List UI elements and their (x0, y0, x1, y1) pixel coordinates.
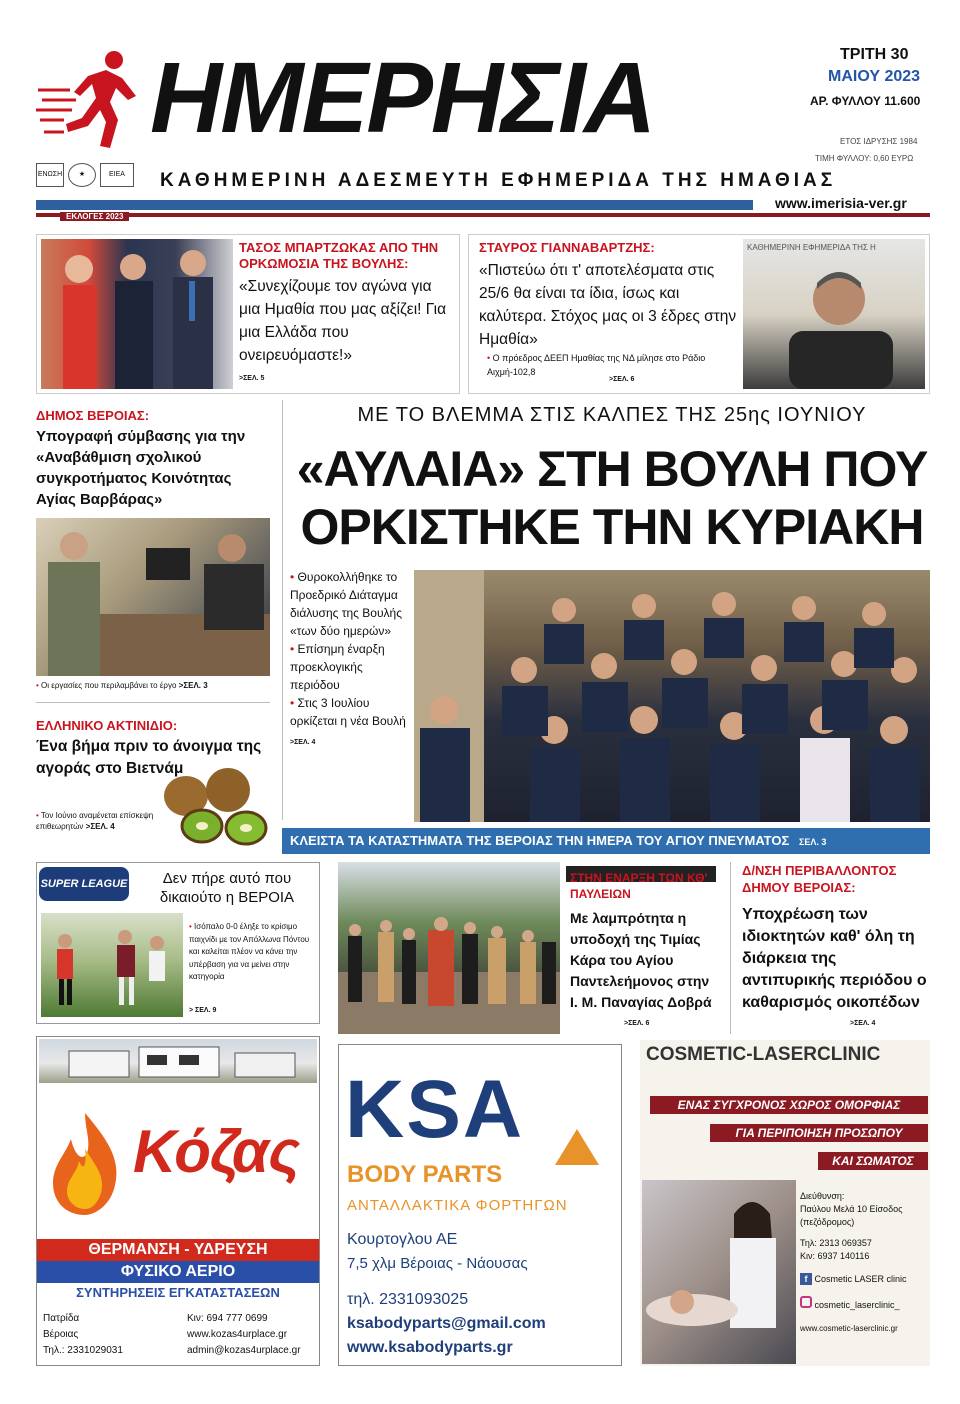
cosmetic-addr-label: Διεύθυνση: (800, 1191, 845, 1201)
kozas-addr2: Βέροιας (43, 1329, 79, 1340)
cosmetic-strap3: ΚΑΙ ΣΩΜΑΤΟΣ (818, 1152, 928, 1170)
ksa-logo: KSA (345, 1064, 525, 1155)
eu-logo-icon: ★ (68, 163, 96, 187)
issue-date-month: ΜΑΙΟΥ 2023 (828, 68, 921, 85)
kozas-line3: ΣΥΝΤΗΡΗΣΕΙΣ ΕΓΚΑΤΑΣΤΑΣΕΩΝ (76, 1285, 280, 1300)
cosmetic-photo (642, 1180, 796, 1364)
lead-kicker: ΜΕ ΤΟ ΒΛΕΜΜΑ ΣΤΙΣ ΚΑΛΠΕΣ ΤΗΣ 25ης ΙΟΥΝΙΟΥ (357, 404, 867, 426)
divider (36, 702, 270, 703)
page-ref: ΣΕΛ. 3 (798, 837, 827, 847)
ad-cosmetic[interactable] (640, 1040, 930, 1366)
kozas-phone: Τηλ.: 2331029031 (43, 1345, 123, 1356)
headline-school: Υπογραφή σύμβασης για την «Αναβάθμιση σχολικού συγκροτήματος Κοινότητας Αγίας Βαρβάρας» (36, 428, 246, 508)
photo-caption (36, 810, 162, 832)
story-quote: «Συνεχίζουμε τον αγώνα για μια Ημαθία που μας αξίζει! Για μια Ελλάδα που ονειρευόμαστε!» (239, 278, 447, 364)
banner-shops-closed (282, 828, 930, 854)
story-note: • Ο πρόεδρος ΔΕΕΠ Ημαθίας της ΝΔ μίλησε στο Ράδιο Αιχμή-102,8 (487, 351, 737, 379)
kozas-contact (187, 1311, 301, 1359)
page-ref: >ΣΕΛ. 5 (239, 375, 265, 382)
ksa-company: Κουρτογλου ΑΕ (347, 1231, 458, 1248)
super-league-logo-icon: SUPER LEAGUE (39, 867, 129, 901)
masthead-tagline: ΚΑΘΗΜΕΡΙΝΗ ΑΔΕΣΜΕΥΤΗ ΕΦΗΜΕΡΙΔΑ ΤΗΣ ΗΜΑΘΙΑΣ (160, 170, 837, 191)
sports-body: • Ισόπαλο 0-0 έληξε το κρίσιμο παιχνίδι με τον Απόλλωνα Πόντου και καλείται πλέον να κάνει την υπέρβαση για να μείνει στην κατηγορία (189, 921, 317, 984)
story-quote: «Πιστεύω ότι τ' αποτελέσματα στις 25/6 θα είναι τα ίδια, ίσως και καλύτερα. Στόχος μας οι 3 έδρες στην Ημαθία» (479, 262, 737, 348)
ksa-web[interactable]: www.ksabodyparts.gr (347, 1339, 513, 1356)
issue-price: ΤΙΜΗ ΦΥΛΛΟΥ: 0,60 ΕΥΡΩ (815, 154, 914, 163)
cosmetic-fb[interactable] (800, 1273, 928, 1286)
page-ref: >ΣΕΛ. 6 (624, 1020, 650, 1027)
runner-logo-icon (36, 46, 146, 154)
cosmetic-web[interactable]: www.cosmetic-laserclinic.gr (800, 1324, 898, 1333)
kozas-web[interactable]: www.kozas4urplace.gr (187, 1329, 288, 1340)
kicker-dimos: ΔΗΜΟΣ ΒΕΡΟΙΑΣ: (36, 408, 150, 423)
cosmetic-strap2: ΓΙΑ ΠΕΡΙΠΟΙΗΣΗ ΠΡΟΣΩΠΟΥ (710, 1124, 928, 1142)
env-kicker: Δ/ΝΣΗ ΠΕΡΙΒΑΛΛΟΝΤΟΣ ΔΗΜΟΥ ΒΕΡΟΙΑΣ: (742, 863, 897, 895)
ksa-location: 7,5 χλμ Βέροιας - Νάουσας (347, 1255, 528, 1272)
issue-date-day: ΤΡΙΤΗ 30 (840, 46, 909, 63)
ad-house-photo (39, 1039, 317, 1083)
instagram-icon (800, 1296, 812, 1308)
flame-icon (45, 1109, 125, 1219)
procession-kicker: ΣΤΗΝ ΕΝΑΡΞΗ ΤΩΝ ΚΘ' ΠΑΥΛΕΙΩΝ (570, 871, 708, 901)
cosmetic-fb-text: Cosmetic LASER clinic (814, 1274, 907, 1284)
page-ref: >ΣΕΛ. 4 (850, 1020, 876, 1027)
ksa-phone: τηλ. 2331093025 (347, 1291, 469, 1308)
cosmetic-phone: Τηλ: 2313 069357 (800, 1238, 872, 1248)
sports-headline: Δεν πήρε αυτό που δικαιούτο η ΒΕΡΟΙΑ (159, 870, 295, 906)
column-divider (282, 400, 283, 820)
story-photo (41, 239, 233, 389)
photo-caption (36, 681, 276, 690)
story-headline: ΣΤΑΥΡΟΣ ΓΙΑΝΝΑΒΑΡΤΖΗΣ: (479, 240, 655, 255)
lead-bullet: • Επίσημη έναρξη προεκλογικής περιόδου (290, 640, 412, 694)
kozas-mobile: Κιν: 694 777 0699 (187, 1313, 268, 1324)
page-ref: >ΣΕΛ. 3 (178, 681, 208, 690)
kozas-addr1: Πατρίδα (43, 1313, 80, 1324)
cosmetic-ig-text: cosmetic_laserclinic_ (814, 1300, 900, 1310)
env-body: Υποχρέωση των ιδιοκτητών καθ' όλη τη διάρκεια της αντιπυρικής περιόδου ο καθαρισμός οικοπέδων (742, 906, 927, 1011)
kicker-kiwi: ΕΛΛΗΝΙΚΟ ΑΚΤΙΝΙΔΙΟ: (36, 718, 178, 733)
procession-photo (338, 862, 560, 1034)
lead-title-line1: «ΑΥΛΑΙΑ» ΣΤΗ ΒΟΥΛΗ ΠΟΥ (296, 441, 928, 497)
cosmetic-ig[interactable] (800, 1296, 928, 1312)
founded-year: ΕΤΟΣ ΙΔΡΥΣΗΣ 1984 (840, 137, 918, 146)
section-label: ΕΚΛΟΓΕΣ 2023 (60, 212, 129, 221)
kozas-email[interactable]: admin@kozas4urplace.gr (187, 1345, 301, 1356)
ksa-triangle-icon (553, 1127, 601, 1167)
facebook-icon: f (800, 1273, 812, 1285)
ad-ksa[interactable] (338, 1044, 622, 1366)
sports-box (36, 862, 320, 1024)
lead-photo (414, 570, 930, 822)
kozas-line1: ΘΕΡΜΑΝΣΗ - ΥΔΡΕΥΣΗ (37, 1239, 319, 1261)
ad-kozas[interactable] (36, 1036, 320, 1366)
top-right-story (468, 234, 930, 394)
page-ref: >ΣΕΛ. 4 (85, 822, 115, 831)
page-ref: >ΣΕΛ. 6 (609, 376, 635, 383)
story-photo (36, 518, 270, 676)
kozas-line2: ΦΥΣΙΚΟ ΑΕΡΙΟ (37, 1261, 319, 1283)
eiea-logo-icon: ΕΙΕΑ (100, 163, 134, 187)
lead-bullet: • Θυροκολλήθηκε το Προεδρικό Διάταγμα διάλυσης της Βουλής «των δύο ημερών» (290, 568, 412, 640)
sports-photo (41, 913, 183, 1017)
caption-text: Οι εργασίες που περιλαμβάνει το έργο (41, 681, 177, 690)
lead-bullet: • Στις 3 Ιουλίου ορκίζεται η νέα Βουλή (290, 694, 412, 730)
column-divider (730, 862, 731, 1034)
ksa-sub2: ΑΝΤΑΛΛΑΚΤΙΚΑ ΦΟΡΤΗΓΩΝ (347, 1197, 568, 1214)
story-headline: ΤΑΣΟΣ ΜΠΑΡΤΖΩΚΑΣ ΑΠΟ ΤΗΝ ΟΡΚΩΜΟΣΙΑ ΤΗΣ ΒΟΥΛΗΣ: (239, 240, 439, 271)
cosmetic-addr: Παύλου Μελά 10 Είσοδος (πεζόδρομος) (800, 1204, 903, 1227)
procession-body: Με λαμπρότητα η υποδοχή της Τιμίας Κάρα του Αγίου Παντελεήμονος στην Ι. Μ. Παναγίας Δοβρά (570, 910, 712, 1010)
page-ref: >ΣΕΛ. 4 (290, 739, 316, 746)
kozas-brand: Κόζας (133, 1118, 300, 1185)
ksa-sub1: BODY PARTS (347, 1161, 503, 1188)
banner-text: ΚΛΕΙΣΤΑ ΤΑ ΚΑΤΑΣΤΗΜΑΤΑ ΤΗΣ ΒΕΡΟΙΑΣ ΤΗΝ ΗΜΕΡΑ ΤΟΥ ΑΓΙΟΥ ΠΝΕΥΜΑΤΟΣ (290, 833, 790, 848)
website-link[interactable]: www.imerisia-ver.gr (775, 195, 907, 211)
header-red-rule (36, 213, 930, 217)
header-blue-rule (36, 200, 753, 210)
union-logo-icon: ΕΝΩΣΗ (36, 163, 64, 187)
lead-bullets (290, 568, 412, 752)
cosmetic-title: COSMETIC-LASERCLINIC (646, 1044, 881, 1065)
page-ref: > ΣΕΛ. 9 (189, 1007, 217, 1014)
cosmetic-mobile: Κιν: 6937 140116 (800, 1251, 870, 1261)
top-left-story (36, 234, 460, 394)
ksa-email[interactable]: ksabodyparts@gmail.com (347, 1315, 546, 1332)
cosmetic-strap1: ΕΝΑΣ ΣΥΓΧΡΟΝΟΣ ΧΩΡΟΣ ΟΜΟΡΦΙΑΣ (650, 1096, 928, 1114)
headline-kiwi: Ένα βήμα πριν το άνοιγμα της αγοράς στο Βιετνάμ (36, 738, 262, 777)
masthead-title: ΗΜΕΡΗΣΙΑ (150, 42, 655, 154)
cosmetic-contact (800, 1190, 928, 1335)
caption-text: Τον Ιούνιο αναμένεται επίσκεψη επιθεωρητών (36, 811, 154, 831)
kozas-address (43, 1311, 123, 1359)
issue-number: ΑΡ. ΦΥΛΛΟΥ 11.600 (810, 94, 921, 108)
lead-title (294, 440, 930, 556)
story-photo (743, 239, 925, 389)
kiwi-image (160, 762, 274, 848)
photo-banner-text: ΚΑΘΗΜΕΡΙΝΗ ΕΦΗΜΕΡΙΔΑ ΤΗΣ Η (747, 243, 876, 252)
lead-title-line2: ΟΡΚΙΣΤΗΚΕ ΤΗΝ ΚΥΡΙΑΚΗ (300, 499, 924, 555)
